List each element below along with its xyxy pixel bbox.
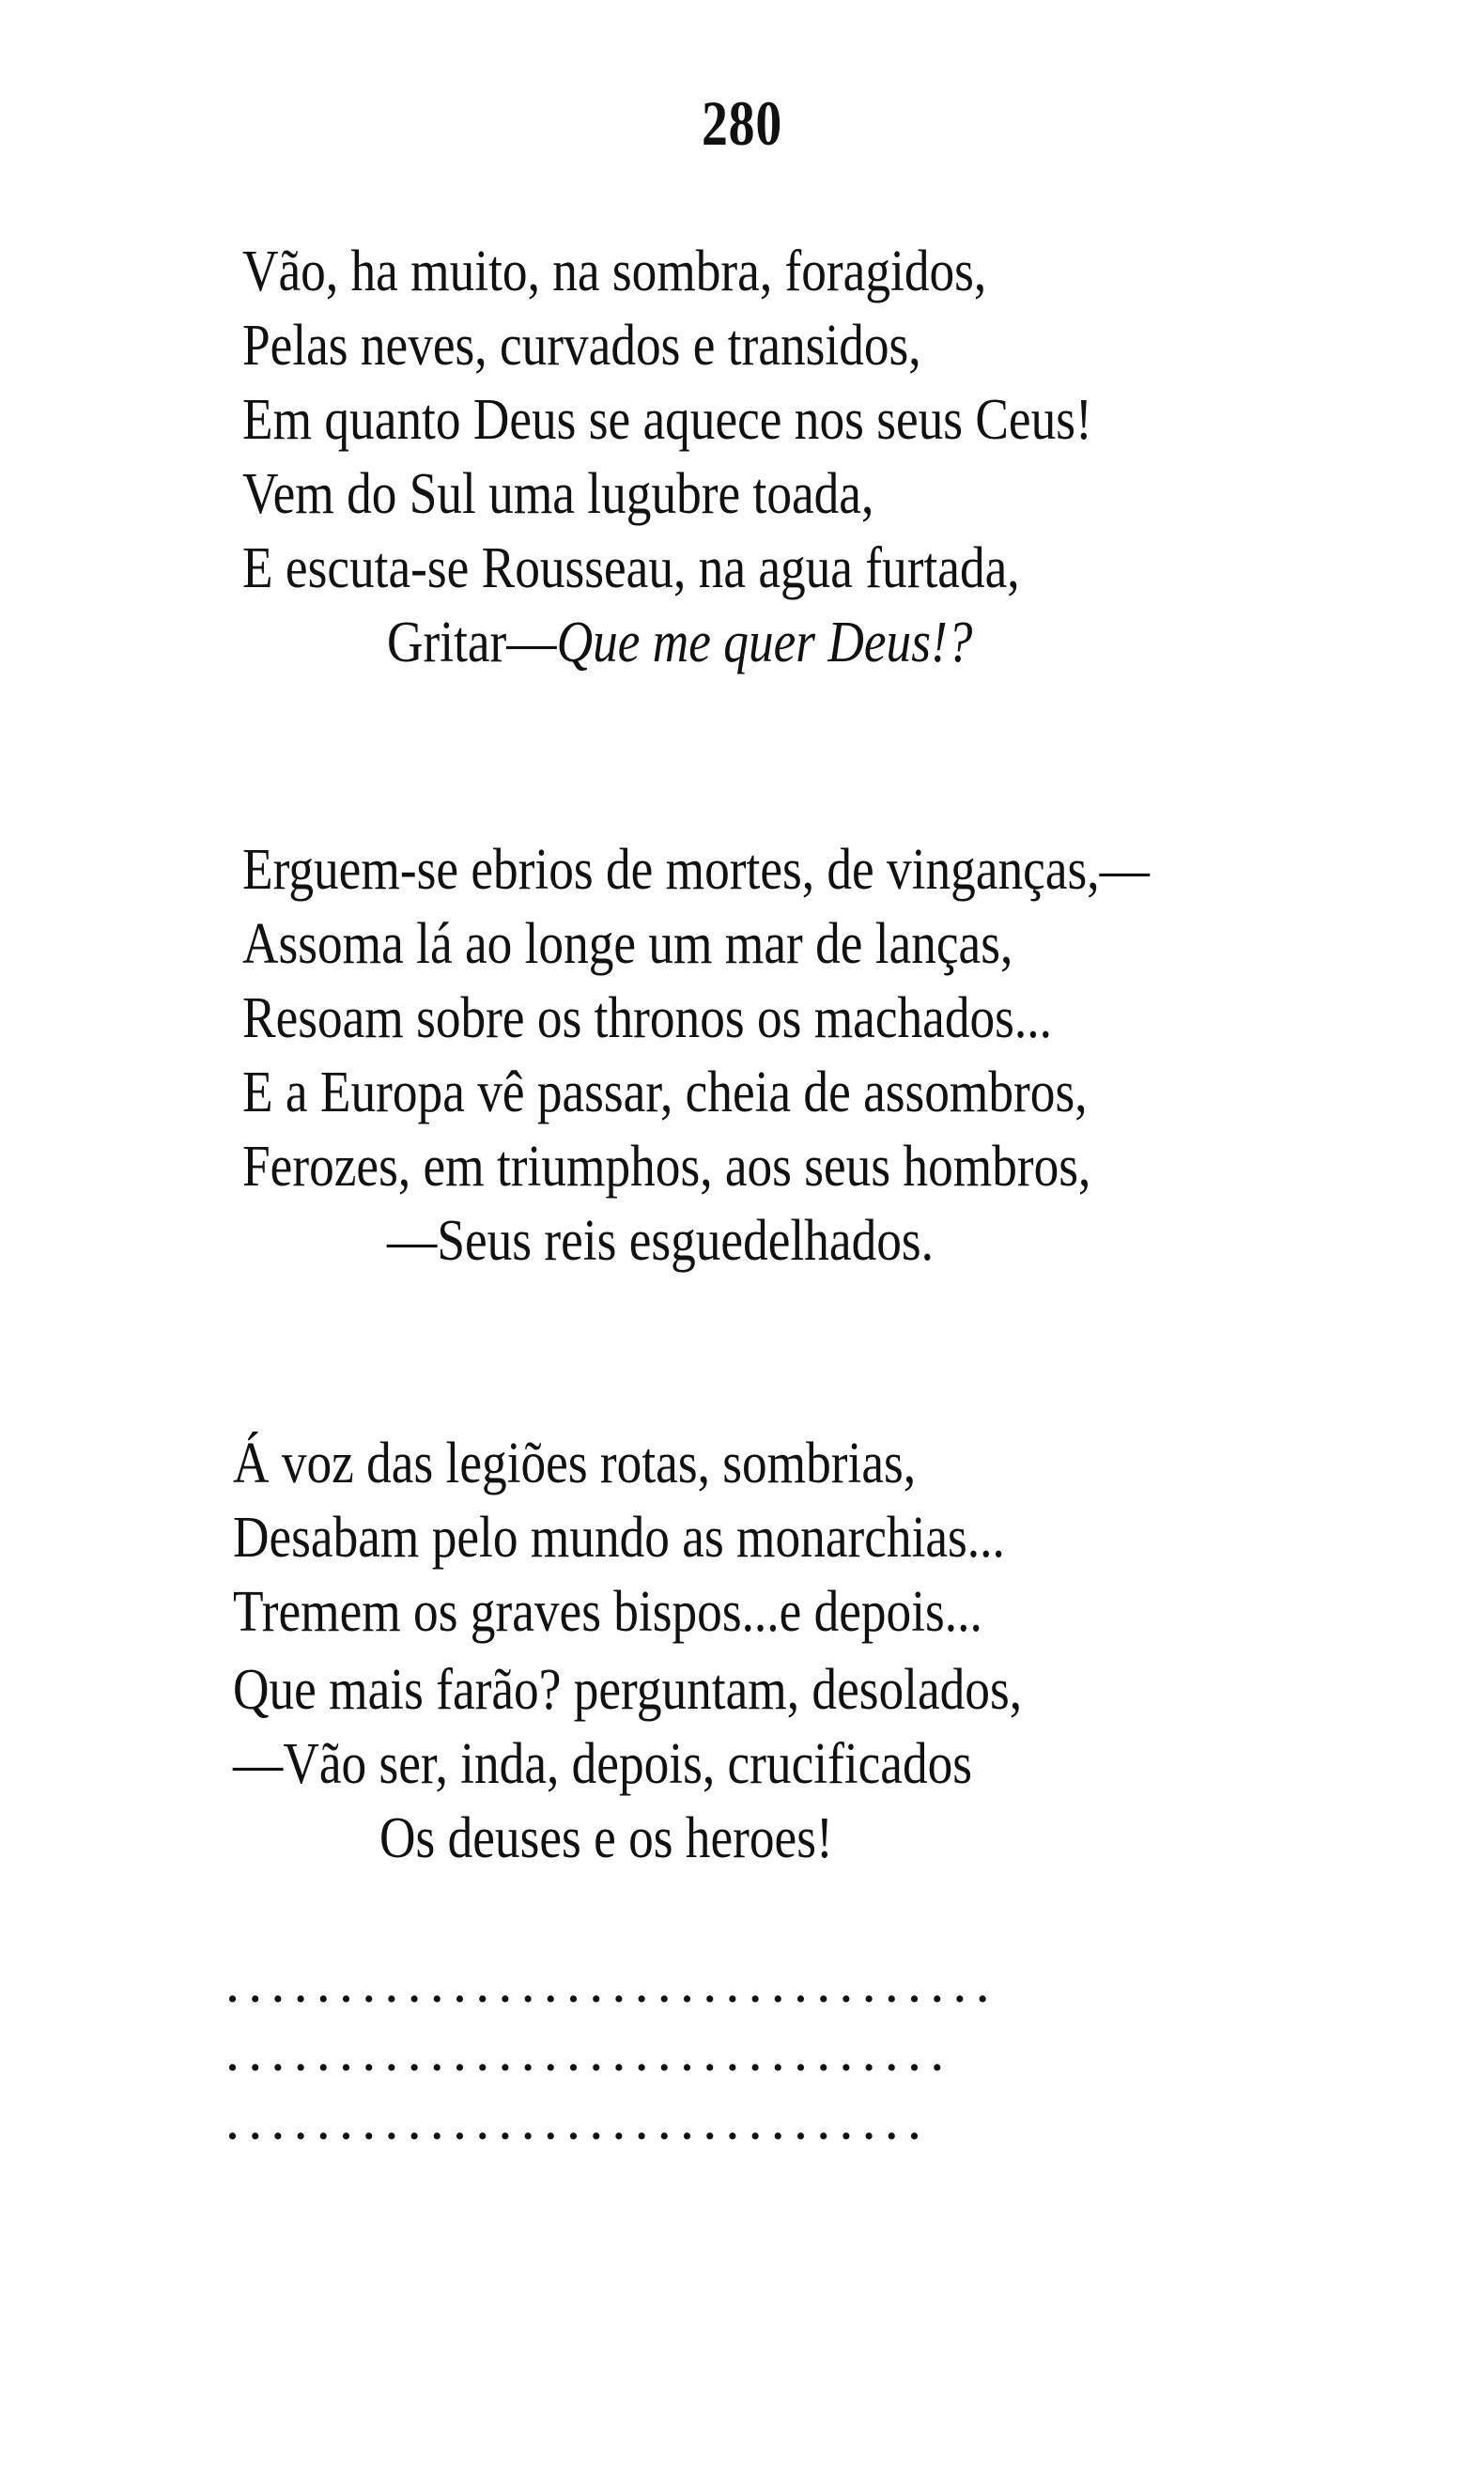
verse-line: E escuta-se Rousseau, na agua furtada, bbox=[242, 536, 1020, 600]
verse-line: Vão, ha muito, na sombra, foragidos, bbox=[242, 240, 987, 303]
verse-line: Pelas neves, curvados e transidos, bbox=[242, 314, 921, 378]
verse-line: Vem do Sul uma lugubre toada, bbox=[242, 462, 874, 526]
verse-line: Tremem os graves bispos...e depois... bbox=[233, 1580, 982, 1644]
verse-line: Erguem-se ebrios de mortes, de vinganças,— bbox=[242, 838, 1150, 902]
refrain-italic: Que me quer Deus!? bbox=[556, 611, 973, 674]
verse-line: E a Europa vê passar, cheia de assombros, bbox=[242, 1061, 1088, 1124]
verse-line: —Seus reis esguedelhados. bbox=[387, 1209, 934, 1273]
page-number: 280 bbox=[701, 87, 783, 159]
verse-line: Á voz das legiões rotas, sombrias, bbox=[233, 1432, 917, 1495]
ellipsis-row: ................................ bbox=[227, 2034, 955, 2080]
ellipsis-row: ............................... bbox=[227, 2102, 933, 2148]
verse-line: Os deuses e os heroes! bbox=[379, 1806, 833, 1870]
refrain-prefix: Gritar— bbox=[387, 611, 557, 674]
verse-line: —Vão ser, inda, depois, crucificados bbox=[233, 1732, 973, 1796]
verse-line: Desabam pelo mundo as monarchias... bbox=[233, 1506, 1005, 1570]
verse-line-refrain bbox=[387, 613, 972, 672]
verse-line: Resoam sobre os thronos os machados... bbox=[242, 986, 1052, 1050]
verse-line: Em quanto Deus se aquece nos seus Ceus! bbox=[242, 388, 1092, 452]
verse-line: Ferozes, em triumphos, aos seus hombros, bbox=[242, 1135, 1091, 1199]
ellipsis-row: .................................. bbox=[227, 1965, 1000, 2011]
verse-line: Assoma lá ao longe um mar de lanças, bbox=[242, 912, 1013, 976]
verse-line: Que mais farão? perguntam, desolados, bbox=[233, 1658, 1023, 1722]
